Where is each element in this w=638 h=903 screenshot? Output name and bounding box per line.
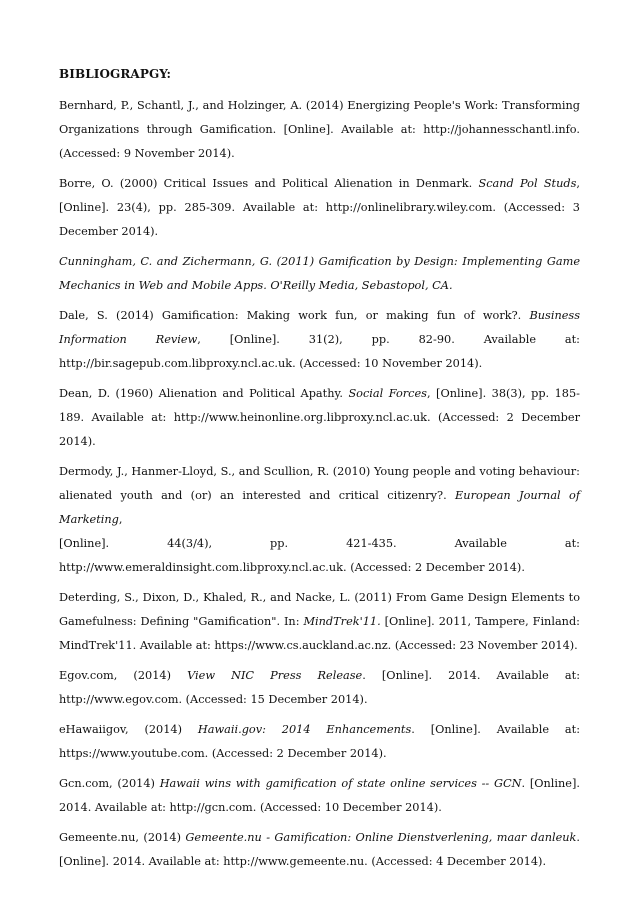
bibliography-page — [59, 62, 580, 880]
bibliography-heading: BIBLIOGRAPGY: — [59, 67, 172, 81]
bib-entry-dean: Dean, D. (1960) Alienation and Political Apathy. Social Forces, [Online]. 38(3), pp. 185-189. Available at: http://www.heinonline.org.libproxy.ncl.ac.uk. (Accessed: 2 December 2014). — [59, 387, 580, 448]
bib-entry-gcn: Gcn.com, (2014) Hawaii wins with gamification of state online services -- GCN. [Online]. 2014. Available at: http://gcn.com. (Accessed: 10 December 2014). — [59, 777, 580, 814]
bib-entry-cunningham: Cunningham, C. and Zichermann, G. (2011) Gamification by Design: Implementing Game Mechanics in Web and Mobile Apps. O'Reilly Media, Sebastopol, CA. — [59, 255, 580, 292]
bib-entry-dermody: Dermody, J., Hanmer-Lloyd, S., and Scullion, R. (2010) Young people and voting behaviour: alienated youth and (or) an interested and critical citizenry?. European Journal of Marketing, [Online]. 44(3/4), pp. 421-435. Available at: http://www.emeraldinsight.com.libproxy.ncl.ac.uk. (Accessed: 2 December 2014). — [59, 465, 580, 574]
bib-entry-egov: Egov.com, (2014) View NIC Press Release. [Online]. 2014. Available at: http://www.egov.com. (Accessed: 15 December 2014). — [59, 669, 581, 706]
dermody-spread-line: [Online]. 44(3/4), pp. 421-435. Available at: — [59, 537, 580, 550]
bib-entry-gemeente: Gemeente.nu, (2014) Gemeente.nu - Gamification: Online Dienstverlening, maar danleuk. [Online]. 2014. Available at: http://www.gemeente.nu. (Accessed: 4 December 2014). — [59, 831, 580, 868]
bib-entry-borre: Borre, O. (2000) Critical Issues and Political Alienation in Denmark. Scand Pol Studs, [Online]. 23(4), pp. 285-309. Available at: http://onlinelibrary.wiley.com. (Accessed: 3 December 2014). — [59, 177, 580, 238]
bib-entry-dale: Dale, S. (2014) Gamification: Making work fun, or making fun of work?. Business Information Review, [Online]. 31(2), pp. 82-90. Available at: http://bir.sagepub.com.libproxy.ncl.ac.uk. (Accessed: 10 November 2014). — [59, 309, 580, 370]
bib-entry-bernhard: Bernhard, P., Schantl, J., and Holzinger, A. (2014) Energizing People's Work: Transforming Organizations through Gamification. [Online]. Available at: http://johannesschantl.info. (Accessed: 9 November 2014). — [59, 99, 580, 160]
bib-entry-ehawaiigov: eHawaiigov, (2014) Hawaii.gov: 2014 Enhancements. [Online]. Available at: https://www.youtube.com. (Accessed: 2 December 2014). — [59, 723, 580, 760]
bib-entry-deterding: Deterding, S., Dixon, D., Khaled, R., and Nacke, L. (2011) From Game Design Elements to Gamefulness: Defining "Gamification". In: MindTrek'11. [Online]. 2011, Tampere, Finland: MindTrek'11. Available at: https://www.cs.auckland.ac.nz. (Accessed: 23 November 2014). — [59, 591, 580, 652]
